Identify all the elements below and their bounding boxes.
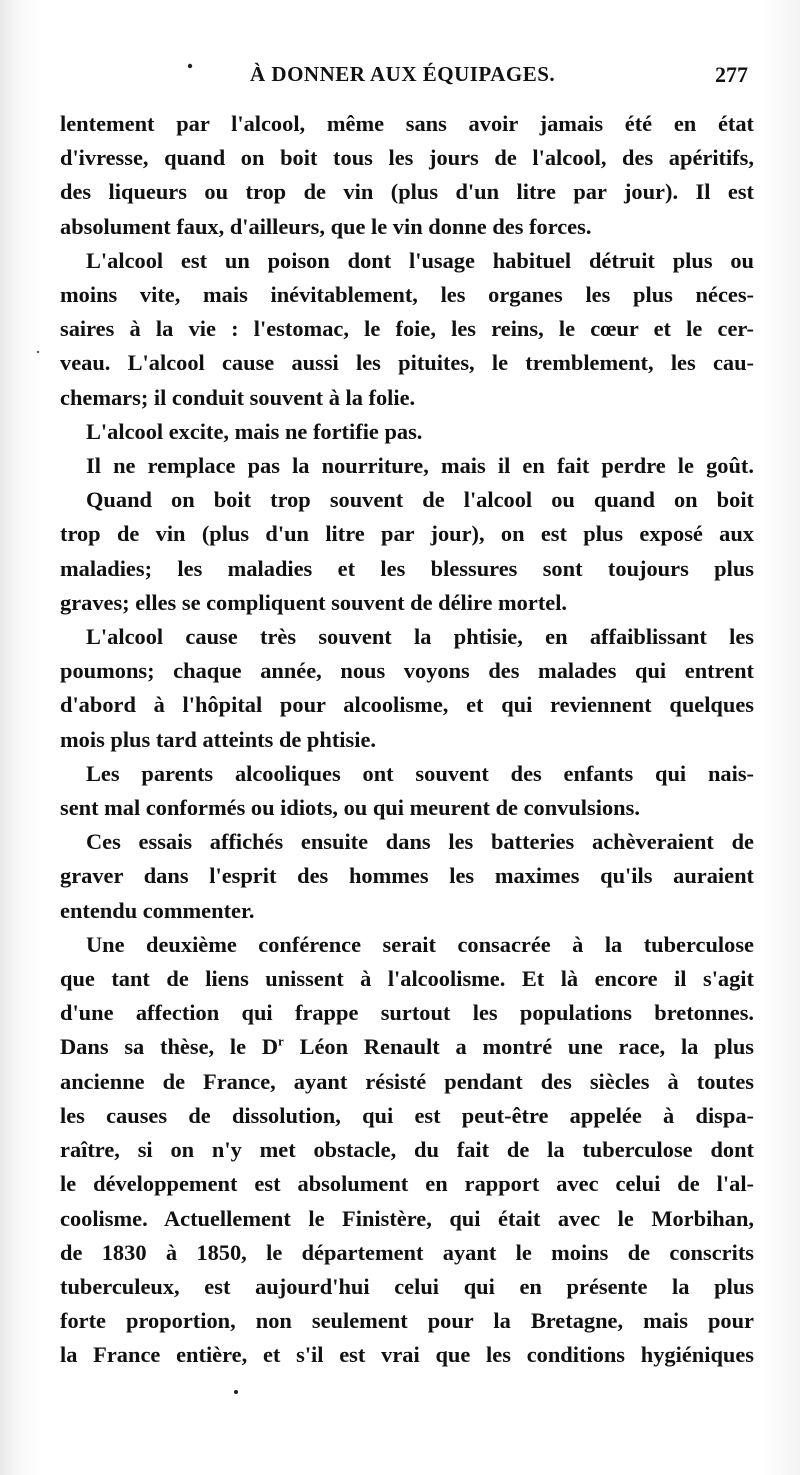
text-line-content: d'abord à l'hôpital pour alcoolisme, et qui reviennent quelques — [60, 692, 754, 718]
text-line-content: coolisme. Actuellement le Finistère, qui était avec le Morbihan, — [60, 1205, 754, 1231]
text-line — [60, 859, 754, 893]
superscript: r — [278, 1034, 284, 1050]
text-line-content: mois plus tard atteints de phtisie. — [60, 726, 376, 752]
body-text — [60, 107, 754, 1373]
text-line-content: la France entière, et s'il est vrai que les conditions hygiéniques — [60, 1342, 754, 1368]
text-line — [60, 996, 754, 1030]
text-line — [60, 1270, 754, 1304]
text-line — [60, 928, 754, 962]
text-line-content: graver dans l'esprit des hommes les maximes qu'ils auraient — [60, 863, 754, 889]
text-line-content: Les parents alcooliques ont souvent des enfants qui nais- — [86, 760, 754, 786]
text-line-content: L'alcool est un poison dont l'usage habituel détruit plus ou — [86, 247, 754, 273]
text-line — [60, 1099, 754, 1133]
text-line-content: absolument faux, d'ailleurs, que le vin donne des forces. — [60, 213, 592, 239]
page-number: 277 — [715, 62, 748, 87]
text-line-content: moins vite, mais inévitablement, les organes les plus néces- — [60, 282, 754, 308]
text-line-content: L'alcool excite, mais ne fortifie pas. — [86, 418, 423, 444]
text-line — [60, 723, 754, 757]
text-line-content: d'une affection qui frappe surtout les populations bretonnes. — [60, 1000, 754, 1026]
text-line — [60, 1167, 754, 1201]
text-line — [60, 107, 754, 141]
text-line-continuation: Léon Renault a montré une race, la plus — [283, 1034, 754, 1060]
text-line — [60, 654, 754, 688]
text-line-content: de 1830 à 1850, le département ayant le moins de conscrits — [60, 1239, 754, 1265]
text-line-content: raître, si on n'y met obstacle, du fait de la tuberculose dont — [60, 1137, 754, 1163]
text-line — [60, 449, 754, 483]
text-line — [60, 278, 754, 312]
text-line-content: saires à la vie : l'estomac, le foie, les reins, le cœur et le cer- — [60, 316, 754, 342]
text-line-content: ancienne de France, ayant résisté pendant des siècles à toutes — [60, 1068, 754, 1094]
text-line — [60, 346, 754, 380]
text-line-content: trop de vin (plus d'un litre par jour), on est plus exposé aux — [60, 521, 754, 547]
text-line — [60, 381, 754, 415]
text-line-content: Dans sa thèse, le D — [60, 1034, 278, 1060]
text-line-content: Une deuxième conférence serait consacrée à la tuberculose — [86, 931, 754, 957]
running-title: À DONNER AUX ÉQUIPAGES. — [250, 62, 556, 86]
text-line-content: veau. L'alcool cause aussi les pituites, le tremblement, les cau- — [60, 350, 754, 376]
text-line-content: les causes de dissolution, qui est peut-être appelée à dispa- — [60, 1102, 754, 1128]
text-line — [60, 141, 754, 175]
text-line — [60, 483, 754, 517]
text-line — [60, 1202, 754, 1236]
text-line-content: entendu commenter. — [60, 897, 255, 923]
text-line — [60, 688, 754, 722]
text-line-content: Quand on boit trop souvent de l'alcool ou quand on boit — [86, 487, 754, 513]
text-line-content: Il ne remplace pas la nourriture, mais il en fait perdre le goût. — [86, 453, 754, 479]
text-line-content: que tant de liens unissent à l'alcoolisme. Et là encore il s'agit — [60, 966, 754, 992]
text-line — [60, 1133, 754, 1167]
page-header — [60, 62, 760, 98]
text-line-content: chemars; il conduit souvent à la folie. — [60, 384, 416, 410]
text-line-content: des liqueurs ou trop de vin (plus d'un litre par jour). Il est — [60, 179, 754, 205]
text-line-content: le développement est absolument en rapport avec celui de l'al- — [60, 1171, 754, 1197]
text-line-content: graves; elles se compliquent souvent de délire mortel. — [60, 589, 568, 615]
text-line — [60, 894, 754, 928]
ink-speck — [37, 351, 39, 353]
text-line — [60, 210, 754, 244]
text-line-content: maladies; les maladies et les blessures sont toujours plus — [60, 555, 754, 581]
text-line — [60, 825, 754, 859]
text-line — [60, 962, 754, 996]
ink-speck — [234, 1390, 238, 1394]
text-line-content: lentement par l'alcool, même sans avoir jamais été en état — [60, 111, 754, 136]
text-line-content: forte proportion, non seulement pour la Bretagne, mais pour — [60, 1308, 754, 1334]
text-line — [60, 1338, 754, 1372]
text-line — [60, 244, 754, 278]
text-line-content: d'ivresse, quand on boit tous les jours de l'alcool, des apéritifs, — [60, 145, 754, 171]
text-line-content: tuberculeux, est aujourd'hui celui qui en présente la plus — [60, 1273, 754, 1299]
text-line — [60, 1304, 754, 1338]
text-line — [60, 175, 754, 209]
text-line-content: sent mal conformés ou idiots, ou qui meurent de convulsions. — [60, 795, 640, 821]
text-line — [60, 620, 754, 654]
text-line — [60, 1030, 754, 1064]
text-line — [60, 1065, 754, 1099]
text-line — [60, 312, 754, 346]
text-line — [60, 1236, 754, 1270]
text-line — [60, 517, 754, 551]
text-line — [60, 791, 754, 825]
text-line-content: Ces essais affichés ensuite dans les batteries achèveraient de — [86, 829, 754, 855]
text-line — [60, 757, 754, 791]
text-line — [60, 586, 754, 620]
text-line — [60, 552, 754, 586]
text-line — [60, 415, 754, 449]
text-line-content: poumons; chaque année, nous voyons des malades qui entrent — [60, 658, 754, 684]
text-line-content: L'alcool cause très souvent la phtisie, en affaiblissant les — [86, 624, 754, 650]
